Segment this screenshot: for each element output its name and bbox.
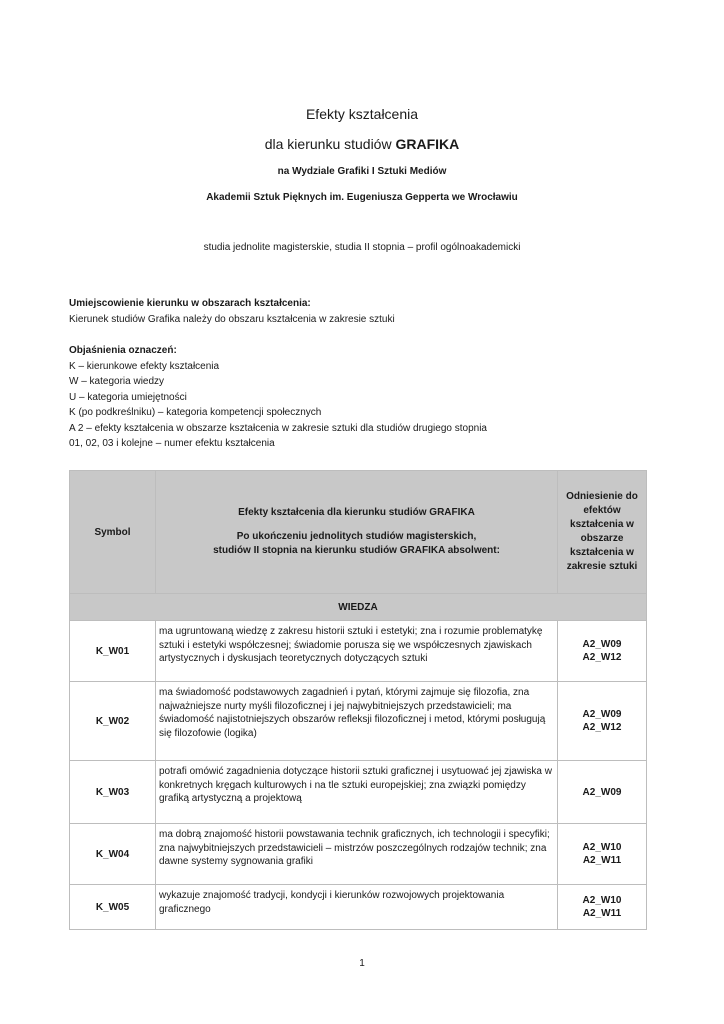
document-title: Efekty kształcenia — [305, 106, 419, 122]
effect-description: ma świadomość podstawowych zagadnień i pytań, którymi zajmuje się filozofia, zna najważniejsze nurty myśli filozoficznej i jej najwybitniejszych przedstawicieli; ma świadomość najistotniejszych obszarów refleksji filozoficznej i metod, którymi posługują się filozofowie (logika) — [156, 682, 558, 761]
faculty-name: na Wydziale Grafiki I Sztuki Mediów — [277, 166, 447, 177]
explanation-item: W – kategoria wiedzy — [69, 376, 165, 387]
section-wiedza: WIEDZA — [70, 594, 647, 621]
table-header-row — [70, 471, 647, 594]
effect-symbol: K_W05 — [70, 885, 156, 930]
explanations-heading: Objaśnienia oznaczeń: — [69, 345, 177, 356]
reference-code: A2_W12 — [582, 722, 622, 733]
reference-code: A2_W11 — [582, 908, 622, 919]
table-row — [70, 824, 647, 885]
location-section — [69, 296, 649, 327]
effect-description: ma dobrą znajomość historii powstawania technik graficznych, ich technologii i specyfiki; zna najwybitniejszych przedstawicieli – mistrzów poszczególnych rodzajów technik; zna dawne systemy sygnowania grafiki — [156, 824, 558, 885]
effect-description: wykazuje znajomość tradycji, kondycji i kierunków rozwojowych projektowania graficznego — [156, 885, 558, 930]
effect-symbol: K_W01 — [70, 621, 156, 682]
study-type: studia jednolite magisterskie, studia II stopnia – profil ogólnoakademicki — [203, 242, 521, 253]
header-reference: Odniesienie do efektów kształcenia w obszarze kształcenia w zakresie sztuki — [558, 471, 647, 594]
header-effects — [156, 471, 558, 594]
effect-reference — [558, 761, 647, 824]
effect-reference — [558, 885, 647, 930]
explanations-section — [69, 343, 649, 452]
program-prefix: dla kierunku studiów — [264, 136, 396, 152]
page-number: 1 — [359, 958, 365, 969]
explanation-item: 01, 02, 03 i kolejne – numer efektu kształcenia — [69, 438, 275, 449]
location-heading: Umiejscowienie kierunku w obszarach kształcenia: — [69, 298, 311, 309]
reference-code: A2_W09 — [582, 709, 622, 720]
section-row — [70, 594, 647, 621]
reference-code: A2_W09 — [582, 786, 622, 798]
reference-code: A2_W10 — [582, 842, 622, 853]
explanation-item: A 2 – efekty kształcenia w obszarze kształcenia w zakresie sztuki dla studiów drugiego stopnia — [69, 422, 487, 434]
document-subtitle-program — [0, 136, 724, 152]
effect-reference — [558, 621, 647, 682]
explanation-item: U – kategoria umiejętności — [69, 391, 187, 403]
effect-description: potrafi omówić zagadnienia dotyczące historii sztuki graficznej i usytuować jej zjawiska w konkretnych kręgach kulturowych i na tle sztuki europejskiej; zna związki pomiędzy grafiką artystyczną a projektową — [156, 761, 558, 824]
effect-symbol: K_W03 — [70, 761, 156, 824]
table-row — [70, 682, 647, 761]
effect-reference — [558, 682, 647, 761]
header-effects-line3: studiów II stopnia na kierunku studiów GRAFIKA absolwent: — [213, 545, 500, 556]
location-text: Kierunek studiów Grafika należy do obszaru kształcenia w zakresie sztuki — [69, 313, 395, 325]
reference-code: A2_W09 — [582, 639, 622, 650]
header-symbol: Symbol — [70, 471, 156, 594]
reference-code: A2_W12 — [582, 652, 622, 663]
reference-code: A2_W10 — [582, 895, 622, 906]
program-name: GRAFIKA — [395, 136, 460, 152]
reference-code: A2_W11 — [582, 855, 622, 866]
effect-symbol: K_W04 — [70, 824, 156, 885]
table-row — [70, 885, 647, 930]
effect-reference — [558, 824, 647, 885]
academy-name: Akademii Sztuk Pięknych im. Eugeniusza Gepperta we Wrocławiu — [206, 192, 518, 203]
effect-description: ma ugruntowaną wiedzę z zakresu historii sztuki i estetyki; zna i rozumie problematykę sztuki i estetyki współczesnej; świadomie porusza się we współczesnych zjawiskach artystycznych i dyskusjach teoretycznych dotyczących sztuki — [156, 621, 558, 682]
table-row — [70, 621, 647, 682]
explanation-item: K – kierunkowe efekty kształcenia — [69, 360, 220, 372]
table-row — [70, 761, 647, 824]
header-effects-line2: Po ukończeniu jednolitych studiów magisterskich, — [236, 531, 477, 542]
explanation-item: K (po podkreślniku) – kategoria kompetencji społecznych — [69, 407, 322, 418]
effect-symbol: K_W02 — [70, 682, 156, 761]
effects-table — [69, 470, 647, 930]
header-effects-line1: Efekty kształcenia dla kierunku studiów GRAFIKA — [238, 507, 475, 518]
